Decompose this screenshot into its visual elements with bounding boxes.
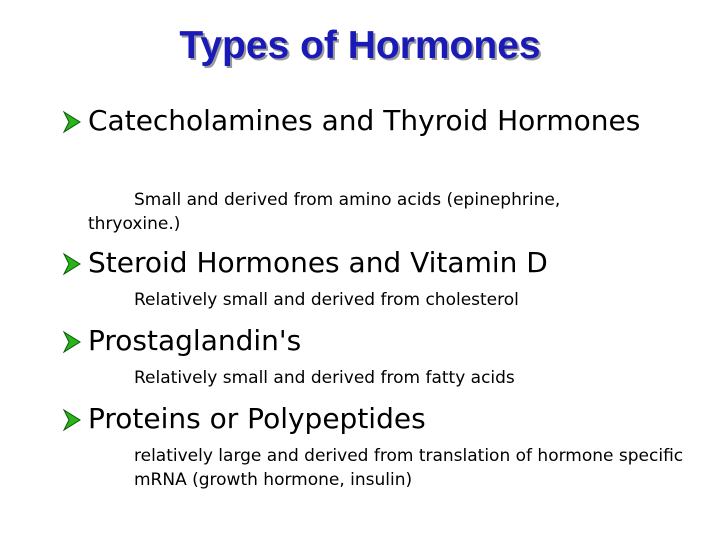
slide-title: Types of Hormones [179,24,541,67]
bullet-heading: Steroid Hormones and Vitamin D [88,246,548,279]
bullet-detail: relatively large and derived from translation of hormone specific mRNA (growth hormone, insulin) [134,446,684,490]
bullet-item [62,244,688,282]
bullet-detail: Relatively small and derived from fatty acids [134,368,515,388]
arrow-bullet-icon [62,330,82,354]
bullet-heading: Prostaglandin's [88,324,302,357]
bullet-heading: Proteins or Polypeptides [88,402,426,435]
bullet-item [62,102,688,140]
arrow-bullet-icon [62,252,82,276]
arrow-bullet-icon [62,110,82,134]
bullet-item [62,322,688,360]
bullet-detail: Relatively small and derived from cholesterol [134,290,519,310]
bullet-heading: Catecholamines and Thyroid Hormones [88,104,641,137]
bullet-detail: Small and derived from amino acids (epinephrine, thryoxine.) [88,190,561,234]
arrow-bullet-icon [62,408,82,432]
bullet-item [62,400,688,438]
